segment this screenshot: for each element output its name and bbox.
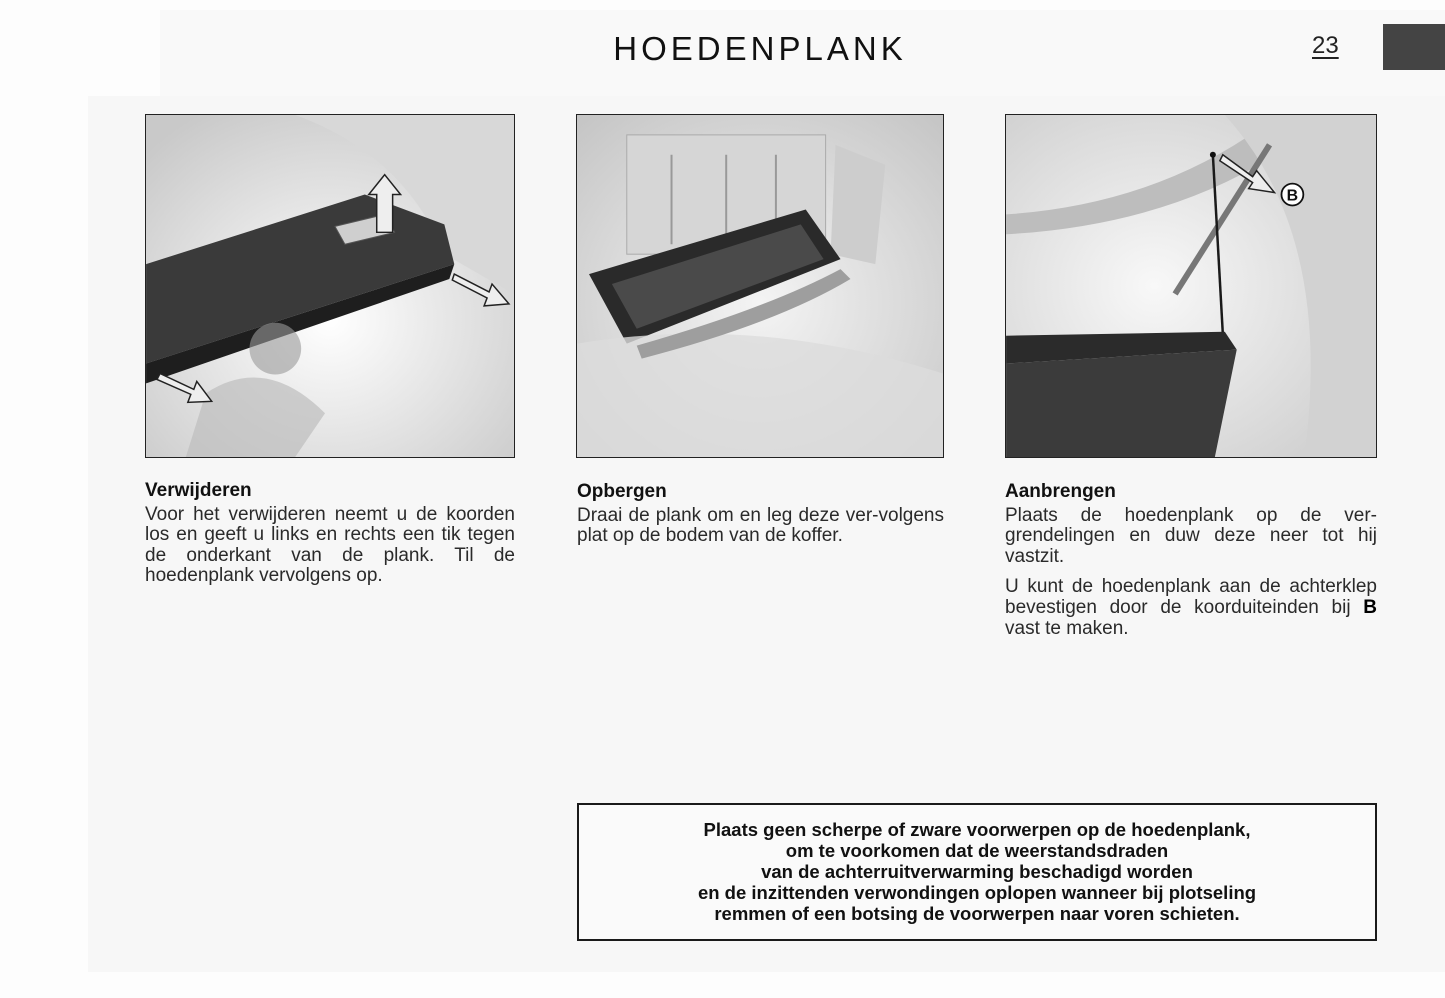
figure-store-shelf-illustration	[577, 115, 943, 457]
page-number: 23	[1312, 32, 1339, 59]
warning-line: en de inzittenden verwondingen oplopen wanneer bij plotseling	[697, 882, 1257, 903]
section-install-text: Plaats de hoedenplank op de ver-grendelingen en duw deze neer tot hij vastzit.	[1005, 504, 1377, 567]
figure-remove-shelf-illustration	[146, 115, 514, 457]
warning-line: remmen of een botsing de voorwerpen naar voren schieten.	[714, 903, 1240, 924]
section-install-text-2-bold: B	[1363, 596, 1377, 618]
figure-remove-shelf	[145, 114, 515, 458]
warning-line: Plaats geen scherpe of zware voorwerpen op de hoedenplank,	[703, 819, 1251, 840]
section-install-text-2-start: U kunt de hoedenplank aan de achterklep bevestigen door de koorduiteinden bij	[1005, 576, 1377, 618]
warning-line: van de achterruitverwarming beschadigd worden	[761, 861, 1193, 882]
section-install-heading: Aanbrengen	[1005, 481, 1116, 502]
section-install-text-2	[1005, 577, 1377, 639]
section-store-heading: Opbergen	[577, 481, 667, 502]
page-title: HOEDENPLANK	[613, 30, 907, 67]
section-remove-text: Voor het verwijderen neemt u de koorden los en geeft u links en rechts een tik tegen de onderkant van de plank. Til de hoedenplank vervolgens op.	[145, 503, 515, 587]
section-install	[1005, 482, 1377, 649]
section-store	[577, 482, 944, 557]
section-remove	[145, 481, 515, 597]
label-b-text: B	[1286, 187, 1299, 205]
warning-box	[577, 803, 1377, 941]
figure-install-shelf	[1005, 114, 1377, 458]
figure-store-shelf	[576, 114, 944, 458]
section-remove-heading: Verwijderen	[145, 480, 252, 501]
chapter-edge-tab	[1383, 24, 1445, 70]
section-install-text-2-end: vast te maken.	[1005, 617, 1129, 639]
figure-install-shelf-illustration	[1006, 115, 1376, 457]
section-store-text: Draai de plank om en leg deze ver-volgens plat op de bodem van de koffer.	[577, 504, 944, 547]
warning-line: om te voorkomen dat de weerstandsdraden	[785, 840, 1169, 861]
